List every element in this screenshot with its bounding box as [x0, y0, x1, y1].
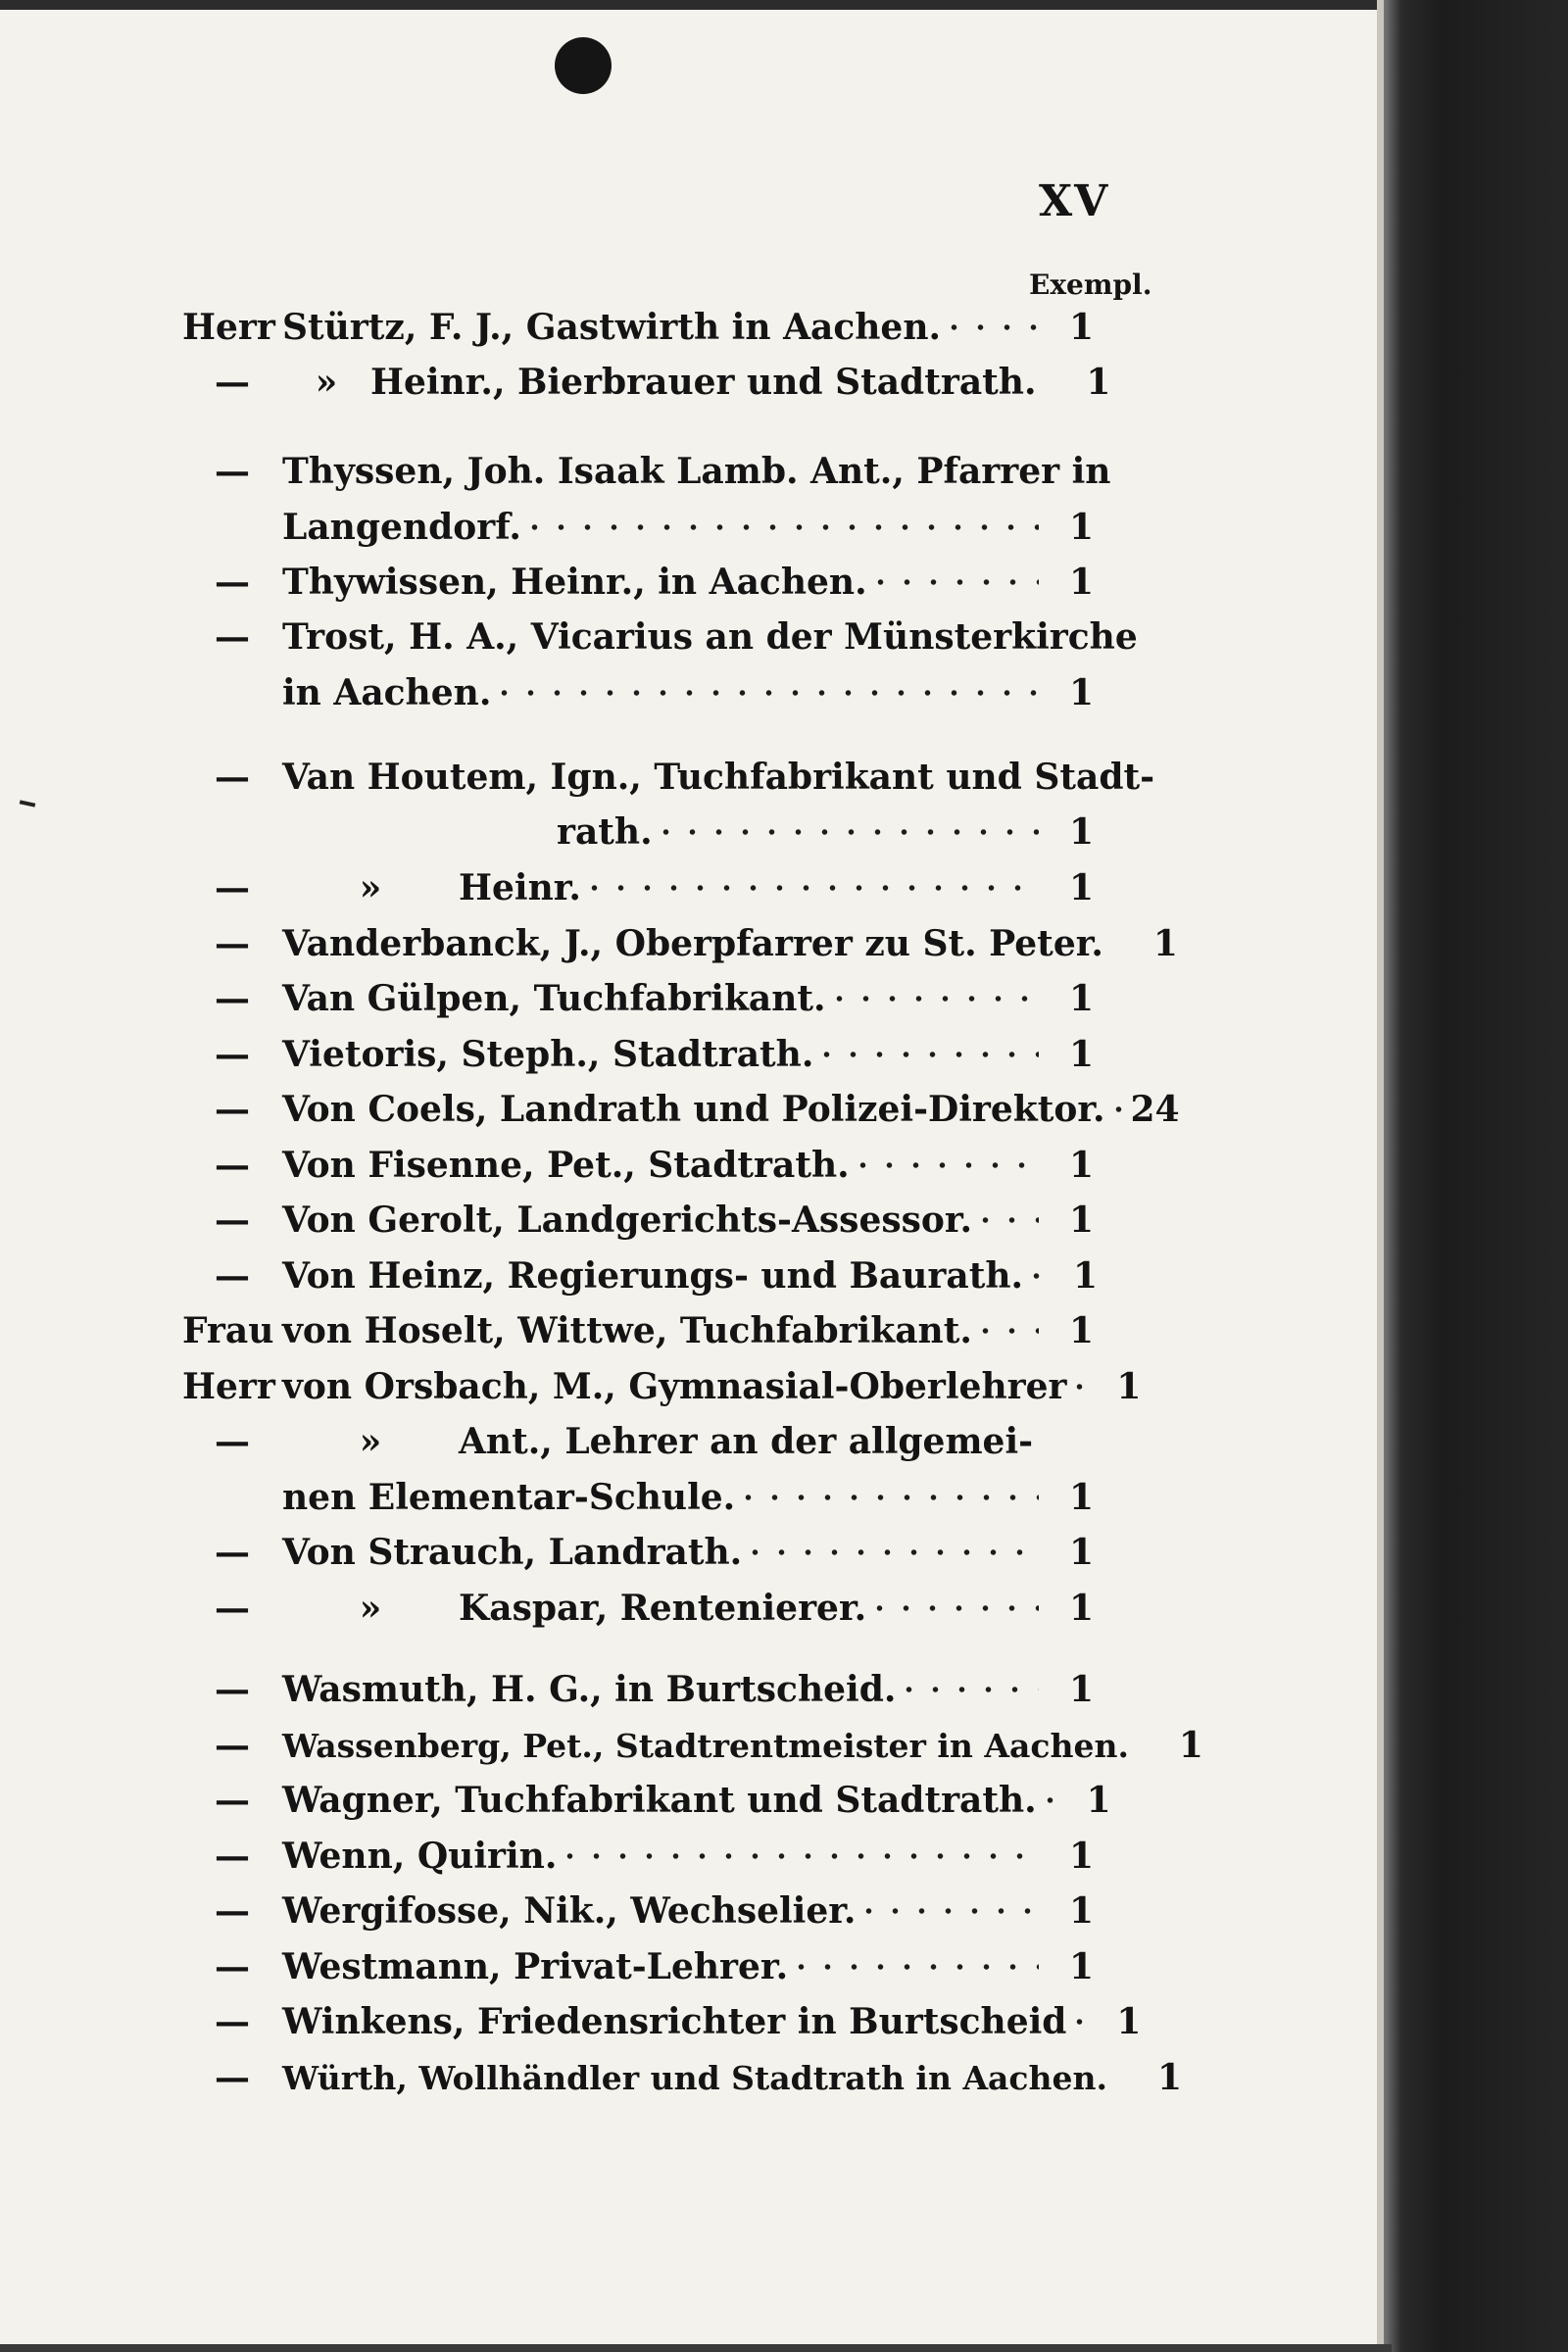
entry-count: 1 — [1068, 811, 1094, 853]
entry-prefix: — — [215, 1200, 250, 1241]
leader-dots — [1036, 366, 1055, 399]
list-entry — [182, 1360, 1142, 1413]
entry-count: 1 — [1068, 1946, 1094, 1987]
leader-dots — [896, 1673, 1039, 1706]
list-entry — [182, 972, 1094, 1025]
list-entry — [182, 1582, 1094, 1635]
entry-count: 1 — [1068, 978, 1094, 1019]
entry-text: Vanderbanck, J., Oberpfarrer zu St. Peter. — [282, 923, 1103, 964]
ditto-mark: » — [359, 867, 382, 908]
leader-dots — [521, 511, 1039, 544]
list-entry-continuation — [182, 501, 1094, 554]
entry-count: 1 — [1156, 2057, 1182, 2098]
list-entry-continuation — [182, 806, 1094, 858]
leader-dots — [1066, 2005, 1086, 2038]
entry-text: Kaspar, Rentenierer. — [459, 1588, 867, 1629]
leader-dots — [866, 1592, 1039, 1625]
entry-count: 1 — [1068, 1310, 1094, 1351]
list-entry — [182, 751, 1155, 804]
entry-count: 1 — [1068, 1200, 1094, 1241]
list-entry — [182, 1995, 1142, 2048]
entry-text: nen Elementar-Schule. — [282, 1477, 736, 1518]
entry-text: Vietoris, Steph., Stadtrath. — [282, 1034, 814, 1075]
entry-count: 1 — [1086, 362, 1111, 403]
entry-count: 1 — [1068, 1669, 1094, 1710]
entry-text: von Orsbach, M., Gymnasial-Oberlehrer — [282, 1366, 1067, 1407]
entry-text: Wassenberg, Pet., Stadtrentmeister in Aachen. — [282, 1726, 1129, 1765]
entry-prefix: — — [215, 1089, 250, 1130]
entry-text: Winkens, Friedensrichter in Burtscheid — [282, 2001, 1067, 2042]
entry-prefix: — — [215, 867, 250, 908]
entry-prefix: — — [215, 923, 250, 964]
list-entry — [182, 445, 1111, 498]
list-entry — [182, 301, 1094, 354]
list-entry-continuation — [182, 666, 1094, 719]
leader-dots — [856, 1894, 1039, 1928]
entry-text: Von Heinz, Regierungs- und Baurath. — [282, 1255, 1024, 1297]
entry-text: Heinr. — [459, 867, 581, 908]
entry-text: Van Houtem, Ign., Tuchfabrikant und Stadt- — [282, 757, 1155, 798]
entry-text: von Hoselt, Wittwe, Tuchfabrikant. — [282, 1310, 972, 1351]
entry-text: Langendorf. — [282, 507, 521, 548]
entry-count: 24 — [1130, 1089, 1180, 1130]
entry-count: 1 — [1068, 562, 1094, 603]
entry-prefix: — — [215, 1780, 250, 1821]
entry-prefix: — — [215, 1836, 250, 1877]
list-entry — [182, 861, 1094, 914]
list-entry — [182, 1940, 1094, 1993]
leader-dots — [972, 1314, 1039, 1348]
entry-count: 1 — [1152, 923, 1178, 964]
list-entry — [182, 1083, 1180, 1136]
leader-dots — [1105, 1093, 1125, 1126]
entry-prefix: — — [215, 2057, 250, 2098]
entry-count: 1 — [1068, 1477, 1094, 1518]
entry-text: Von Fisenne, Pet., Stadtrath. — [282, 1145, 850, 1186]
entry-text: in Aachen. — [282, 672, 492, 713]
count-column-header: Exempl. — [1029, 269, 1152, 301]
leader-dots — [1107, 2061, 1127, 2094]
list-entry — [182, 1526, 1094, 1579]
list-entry — [182, 2051, 1182, 2104]
entry-prefix: — — [215, 616, 250, 658]
leader-dots — [1103, 927, 1123, 960]
list-entry — [182, 1885, 1094, 1937]
ditto-mark: » — [359, 1588, 382, 1629]
entry-text: rath. — [557, 811, 653, 853]
list-entry — [182, 917, 1178, 970]
entry-count: 1 — [1068, 1588, 1094, 1629]
leader-dots — [491, 676, 1039, 710]
leader-dots — [557, 1839, 1039, 1873]
entry-prefix: — — [215, 2001, 250, 2042]
entry-count: 1 — [1068, 1836, 1094, 1877]
leader-dots — [850, 1149, 1039, 1182]
leader-dots — [972, 1203, 1039, 1237]
entry-prefix: — — [215, 978, 250, 1019]
list-entry — [182, 356, 1111, 409]
list-entry — [182, 1719, 1203, 1772]
entry-prefix: — — [215, 1034, 250, 1075]
entry-text: Heinr., Bierbrauer und Stadtrath. — [370, 362, 1037, 403]
leader-dots — [581, 871, 1039, 905]
entry-text: Von Gerolt, Landgerichts-Assessor. — [282, 1200, 973, 1241]
entry-prefix: — — [215, 1255, 250, 1297]
entry-text: Wenn, Quirin. — [282, 1836, 558, 1877]
entry-count: 1 — [1068, 867, 1094, 908]
list-entry — [182, 1250, 1099, 1302]
entry-text: Thywissen, Heinr., in Aachen. — [282, 562, 867, 603]
entry-count: 1 — [1116, 2001, 1142, 2042]
list-entry — [182, 1663, 1094, 1716]
entry-prefix: — — [215, 362, 250, 403]
entry-text: Von Coels, Landrath und Polizei-Direktor. — [282, 1089, 1105, 1130]
page-number: XV — [1039, 176, 1110, 226]
leader-dots — [1129, 1729, 1149, 1762]
entry-prefix: Frau — [182, 1310, 274, 1351]
entry-count: 1 — [1068, 507, 1094, 548]
entry-prefix: Herr — [182, 1366, 275, 1407]
entry-prefix: — — [215, 1145, 250, 1186]
list-entry — [182, 1139, 1094, 1192]
leader-dots — [813, 1038, 1039, 1071]
entry-text: Van Gülpen, Tuchfabrikant. — [282, 978, 826, 1019]
leader-dots — [742, 1536, 1039, 1569]
entry-text: Thyssen, Joh. Isaak Lamb. Ant., Pfarrer in — [282, 451, 1111, 492]
leader-dots — [1037, 1784, 1056, 1817]
list-entry — [182, 1774, 1111, 1827]
entry-prefix: — — [215, 562, 250, 603]
leader-dots — [1066, 1370, 1086, 1403]
list-entry — [182, 1415, 1094, 1468]
entry-text: Wergifosse, Nik., Wechselier. — [282, 1890, 857, 1932]
entry-count: 1 — [1068, 307, 1094, 348]
entry-count: 1 — [1068, 1145, 1094, 1186]
entry-text: Wagner, Tuchfabrikant und Stadtrath. — [282, 1780, 1037, 1821]
entry-count: 1 — [1072, 1255, 1099, 1297]
list-entry — [182, 1304, 1094, 1357]
entry-count: 1 — [1068, 1890, 1094, 1932]
entry-text: Von Strauch, Landrath. — [282, 1532, 743, 1573]
entry-text: Würth, Wollhändler und Stadtrath in Aachen. — [282, 2058, 1107, 2097]
entry-count: 1 — [1178, 1725, 1203, 1766]
entry-text: Westmann, Privat-Lehrer. — [282, 1946, 789, 1987]
ditto-mark: » — [359, 1421, 382, 1462]
entry-prefix: — — [215, 1588, 250, 1629]
ditto-mark: » — [315, 362, 338, 403]
entry-prefix: — — [215, 1946, 250, 1987]
entry-prefix: — — [215, 1421, 250, 1462]
entry-text: Stürtz, F. J., Gastwirth in Aachen. — [282, 307, 942, 348]
entry-text: Ant., Lehrer an der allgemei- — [459, 1421, 1034, 1462]
list-entry-continuation — [182, 1471, 1094, 1524]
entry-prefix: — — [215, 1725, 250, 1766]
leader-dots — [1023, 1259, 1043, 1293]
entry-prefix: — — [215, 1532, 250, 1573]
list-entry — [182, 1028, 1094, 1081]
entry-count: 1 — [1068, 1034, 1094, 1075]
list-entry — [182, 1830, 1094, 1883]
entry-prefix: — — [215, 451, 250, 492]
entry-count: 1 — [1068, 1532, 1094, 1573]
entry-count: 1 — [1086, 1780, 1111, 1821]
leader-dots — [788, 1950, 1039, 1984]
entry-text: Wasmuth, H. G., in Burtscheid. — [282, 1669, 897, 1710]
leader-dots — [735, 1481, 1039, 1514]
entry-prefix: — — [215, 1890, 250, 1932]
entry-prefix: Herr — [182, 307, 275, 348]
leader-dots — [941, 311, 1039, 344]
leader-dots — [826, 982, 1039, 1015]
entry-prefix: — — [215, 1669, 250, 1710]
entry-count: 1 — [1068, 672, 1094, 713]
list-entry — [182, 1194, 1094, 1247]
leader-dots — [867, 565, 1039, 599]
list-entry — [182, 611, 1138, 663]
entry-prefix: — — [215, 757, 250, 798]
entry-count: 1 — [1116, 1366, 1142, 1407]
entry-text: Trost, H. A., Vicarius an der Münsterkirche — [282, 616, 1138, 658]
leader-dots — [653, 815, 1039, 849]
list-entry — [182, 556, 1094, 609]
